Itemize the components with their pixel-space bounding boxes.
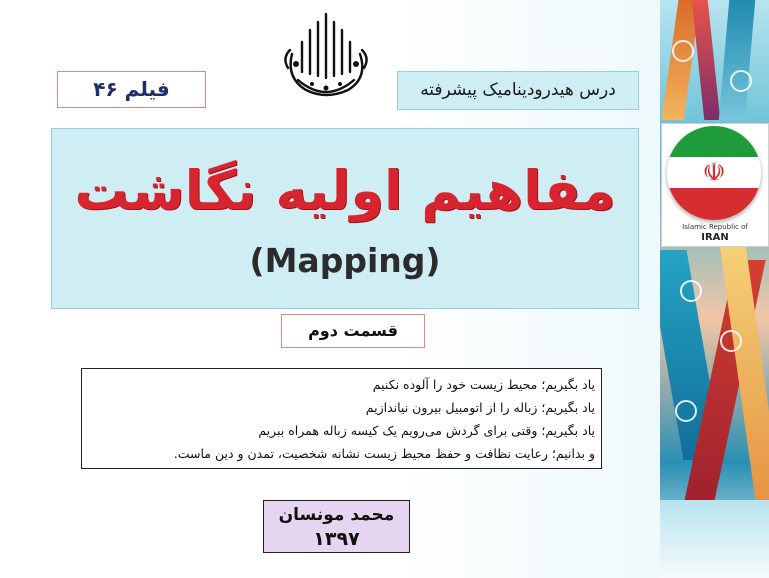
environment-message-box	[81, 368, 602, 469]
main-title: مفاهیم اولیه نگاشت	[74, 159, 616, 222]
message-line: یاد بگیریم؛ زباله را از اتومبیل بیرون نیاندازیم	[365, 400, 595, 415]
flower-pattern-icon	[680, 280, 702, 302]
iran-flag-emblem-icon: ☫	[667, 126, 761, 220]
flag-caption-country: IRAN	[701, 232, 729, 243]
ribbon-decoration	[719, 0, 755, 120]
sub-title: (Mapping)	[249, 241, 441, 280]
message-line: یاد بگیریم؛ محیط زیست خود را آلوده نکنیم	[372, 377, 595, 392]
ribbon-decoration	[692, 0, 721, 120]
decorative-side-strip	[660, 0, 769, 578]
film-number-box	[57, 71, 206, 108]
course-title: درس هیدرودینامیک پیشرفته	[420, 80, 616, 100]
ribbon-decoration	[660, 500, 769, 578]
author-year: ۱۳۹۷	[313, 528, 360, 550]
part-label-box	[281, 314, 425, 348]
film-number: فیلم ۴۶	[93, 77, 170, 101]
calligraphy-emblem-icon	[272, 8, 380, 108]
title-panel	[51, 128, 639, 309]
flower-pattern-icon	[730, 70, 752, 92]
message-line: یاد بگیریم؛ وقتی برای گردش می‌رویم یک کیسه زباله همراه ببریم	[258, 423, 595, 438]
part-label: قسمت دوم	[308, 321, 398, 340]
message-line: و بدانیم؛ رعایت نظافت و حفظ محیط زیست نشانه شخصیت، تمدن و دین ماست.	[173, 446, 595, 461]
course-title-box	[397, 71, 639, 110]
flower-pattern-icon	[720, 330, 742, 352]
author-name: محمد مونسان	[278, 505, 395, 525]
flower-pattern-icon	[672, 40, 694, 62]
flag-caption-small: Islamic Republic of	[682, 223, 748, 231]
author-box	[263, 500, 410, 553]
iran-flag-badge	[661, 123, 769, 247]
flower-pattern-icon	[675, 400, 697, 422]
